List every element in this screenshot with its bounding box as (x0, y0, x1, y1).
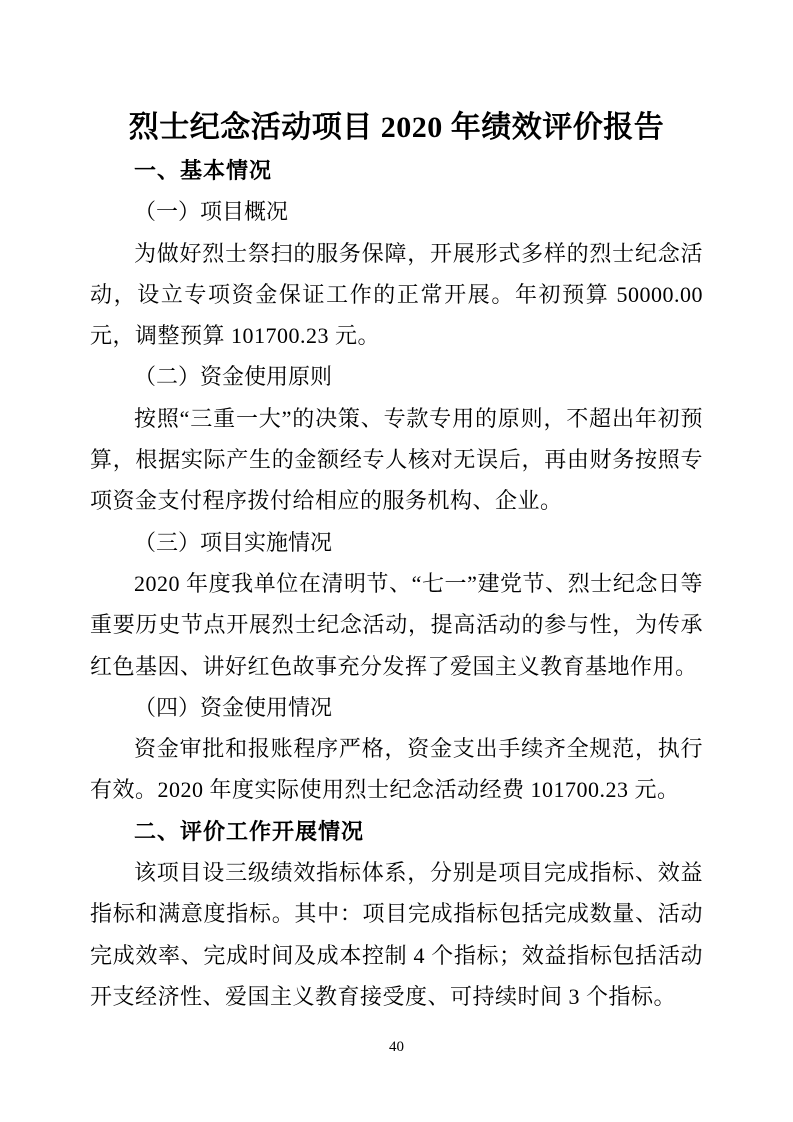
section-heading-evaluation-work: 二、评价工作开展情况 (134, 818, 365, 844)
sub-heading-project-implementation: （三）项目实施情况 (134, 529, 333, 555)
page-number: 40 (389, 1039, 404, 1055)
sub-heading-fund-use-principles: （二）资金使用原则 (134, 364, 333, 390)
paragraph-project-implementation: 2020 年度我单位在清明节、“七一”建党节、烈士纪念日等重要历史节点开展烈士纪念活动，提高活动的参与性，为传承红色基因、讲好红色故事充分发挥了爱国主义教育基地作用。 (90, 570, 703, 679)
paragraph-project-overview: 为做好烈士祭扫的服务保障，开展形式多样的烈士纪念活动，设立专项资金保证工作的正常开展。年初预算 50000.00 元，调整预算 101700.23 元。 (90, 240, 703, 349)
sub-heading-fund-usage: （四）资金使用情况 (134, 694, 333, 720)
paragraph-fund-usage: 资金审批和报账程序严格，资金支出手续齐全规范，执行有效。2020 年度实际使用烈士纪念活动经费 101700.23 元。 (90, 736, 703, 803)
section-heading-basic-info: 一、基本情况 (134, 158, 273, 183)
paragraph-fund-use-principles: 按照“三重一大”的决策、专款专用的原则，不超出年初预算，根据实际产生的金额经专人核对无误后，再由财务按照专项资金支付程序拨付给相应的服务机构、企业。 (90, 405, 703, 514)
document-body (90, 106, 703, 1017)
paragraph-evaluation-work: 该项目设三级绩效指标体系，分别是项目完成指标、效益指标和满意度指标。其中：项目完成指标包括完成数量、活动完成效率、完成时间及成本控制 4 个指标；效益指标包括活动开支经济性、爱国主义教育接受度、可持续时间 3 个指标。 (90, 860, 703, 1009)
document-title: 烈士纪念活动项目 2020 年绩效评价报告 (128, 111, 665, 144)
sub-heading-project-overview: （一）项目概况 (134, 199, 289, 225)
